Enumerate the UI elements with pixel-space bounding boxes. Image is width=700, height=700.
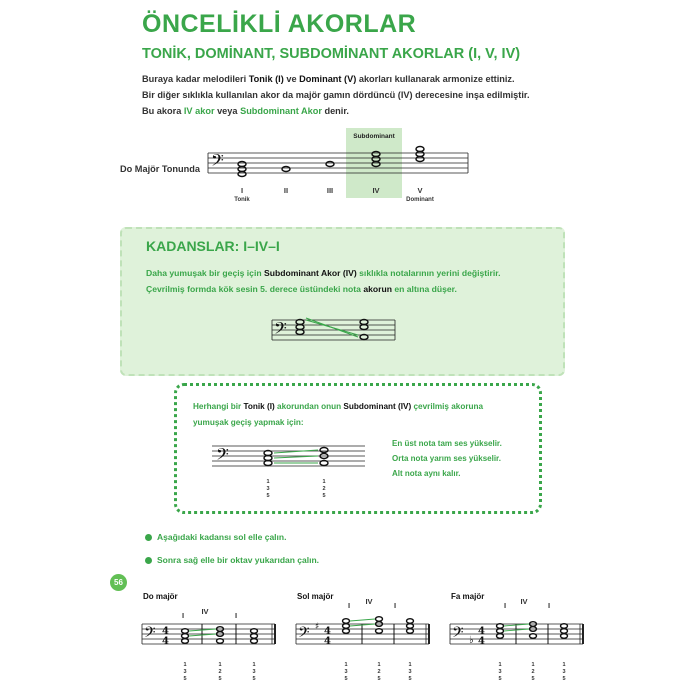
numeral-iv: IV xyxy=(372,186,380,195)
subdominant-highlight-label: Subdominant xyxy=(353,133,395,140)
instruction-bullet-2: Sonra sağ elle bir oktav yukarıdan çalın. xyxy=(145,555,319,565)
bass-clef-icon: 𝄢 xyxy=(216,444,229,468)
sol-degrees-2: 1 2 5 xyxy=(377,662,381,682)
do-degrees-2: 1 2 5 xyxy=(218,662,222,682)
page-title: ÖNCELİKLİ AKORLAR xyxy=(142,10,417,38)
tonic-term: Tonik (I) xyxy=(248,74,284,84)
fa-degrees-1: 1 3 5 xyxy=(498,662,502,682)
flat-icon: ♭ xyxy=(469,635,474,646)
tonic-caption: Tonik xyxy=(234,197,250,203)
intro-line-1: Buraya kadar melodileri Tonik (I) ve Dominant (V) akorları kullanarak armonize ettiniz. xyxy=(142,74,515,84)
fa-major-staff xyxy=(448,612,588,662)
dominant-caption: Dominant xyxy=(406,197,434,203)
sol-major-staff xyxy=(294,612,434,662)
subdominant-term: Subdominant Akor xyxy=(240,106,322,116)
do-degrees-3: 1 3 5 xyxy=(252,662,256,682)
key-fa-major-title: Fa majör xyxy=(451,592,485,601)
time-signature-lower: 4 xyxy=(162,636,169,647)
bass-clef-icon: 𝄢 xyxy=(274,318,287,342)
bass-clef-icon: 𝄢 xyxy=(298,624,310,645)
do-degrees-1: 1 3 5 xyxy=(183,662,187,682)
time-signature-lower: 4 xyxy=(478,636,485,647)
cadence-title: KADANSLAR: I–IV–I xyxy=(146,238,280,254)
page-number: 56 xyxy=(110,574,127,591)
intro-line-2: Bir diğer sıklıkla kullanılan akor da majör gamın dördüncü (IV) derecesine inşa edilmiştir. xyxy=(142,90,530,100)
sharp-icon: ♯ xyxy=(315,622,320,632)
do-major-staff xyxy=(140,612,280,662)
fa-numeral-i: I xyxy=(503,601,507,610)
bullet-icon xyxy=(145,534,152,541)
do-numeral-i: I xyxy=(181,611,185,620)
sol-numeral-iv: IV xyxy=(365,597,373,606)
bass-clef-icon: 𝄢 xyxy=(452,624,464,645)
numeral-i: I xyxy=(240,186,244,195)
bullet-icon xyxy=(145,557,152,564)
degree-labels-1: 1 3 5 xyxy=(266,479,270,499)
fa-numeral-i2: I xyxy=(547,601,551,610)
bass-clef-icon: 𝄢 xyxy=(144,624,156,645)
sol-degrees-1: 1 3 5 xyxy=(344,662,348,682)
time-signature: 4 xyxy=(324,626,331,637)
numeral-ii: II xyxy=(283,186,289,195)
time-signature-lower: 4 xyxy=(324,636,331,647)
section-subtitle: TONİK, DOMİNANT, SUBDOMİNANT AKORLAR (I, V, IV) xyxy=(142,46,521,62)
scale-chords-staff xyxy=(206,140,476,190)
iv-chord-term: IV akor xyxy=(183,106,215,116)
do-numeral-iv: IV xyxy=(201,607,209,616)
fa-degrees-2: 1 2 5 xyxy=(531,662,535,682)
instruction-bullet-1: Aşağıdaki kadansı sol elle çalın. xyxy=(145,532,286,542)
fa-degrees-3: 1 3 5 xyxy=(562,662,566,682)
staff-label: Do Majör Tonunda xyxy=(120,164,200,174)
fa-numeral-iv: IV xyxy=(520,597,528,606)
do-numeral-i2: I xyxy=(234,611,238,620)
voice-movement-notes: En üst nota tam ses yükselir. Orta nota yarım ses yükselir. Alt nota aynı kalır. xyxy=(392,439,502,478)
cadence-text: Daha yumuşak bir geçiş için Subdominant Akor (IV) sıklıkla notalarının yerini değiştirir. Çevrilmiş formda kök sesin 5. derece üstündeki nota akorun en altına düşer. xyxy=(146,268,501,294)
time-signature: 4 xyxy=(162,626,169,637)
inversion-staff xyxy=(270,310,400,352)
intro-line-3: Bu akora IV akor veya Subdominant Akor denir. xyxy=(142,106,349,116)
sol-degrees-3: 1 3 5 xyxy=(408,662,412,682)
transition-text: Herhangi bir Tonik (I) akorundan onun Subdominant (IV) çevrilmiş akoruna yumuşak geçiş yapmak için: xyxy=(193,402,484,427)
numeral-iii: III xyxy=(326,186,334,195)
intro-paragraph xyxy=(142,71,582,119)
time-signature: 4 xyxy=(478,626,485,637)
degree-labels-2: 1 2 5 xyxy=(322,479,326,499)
bass-clef-icon: 𝄢 xyxy=(211,150,224,174)
dominant-term: Dominant (V) xyxy=(299,74,357,84)
sol-numeral-i2: I xyxy=(393,601,397,610)
key-do-major-title: Do majör xyxy=(143,592,178,601)
key-sol-major-title: Sol majör xyxy=(297,592,334,601)
transition-staff xyxy=(210,438,370,478)
sol-numeral-i: I xyxy=(347,601,351,610)
numeral-v: V xyxy=(417,186,423,195)
